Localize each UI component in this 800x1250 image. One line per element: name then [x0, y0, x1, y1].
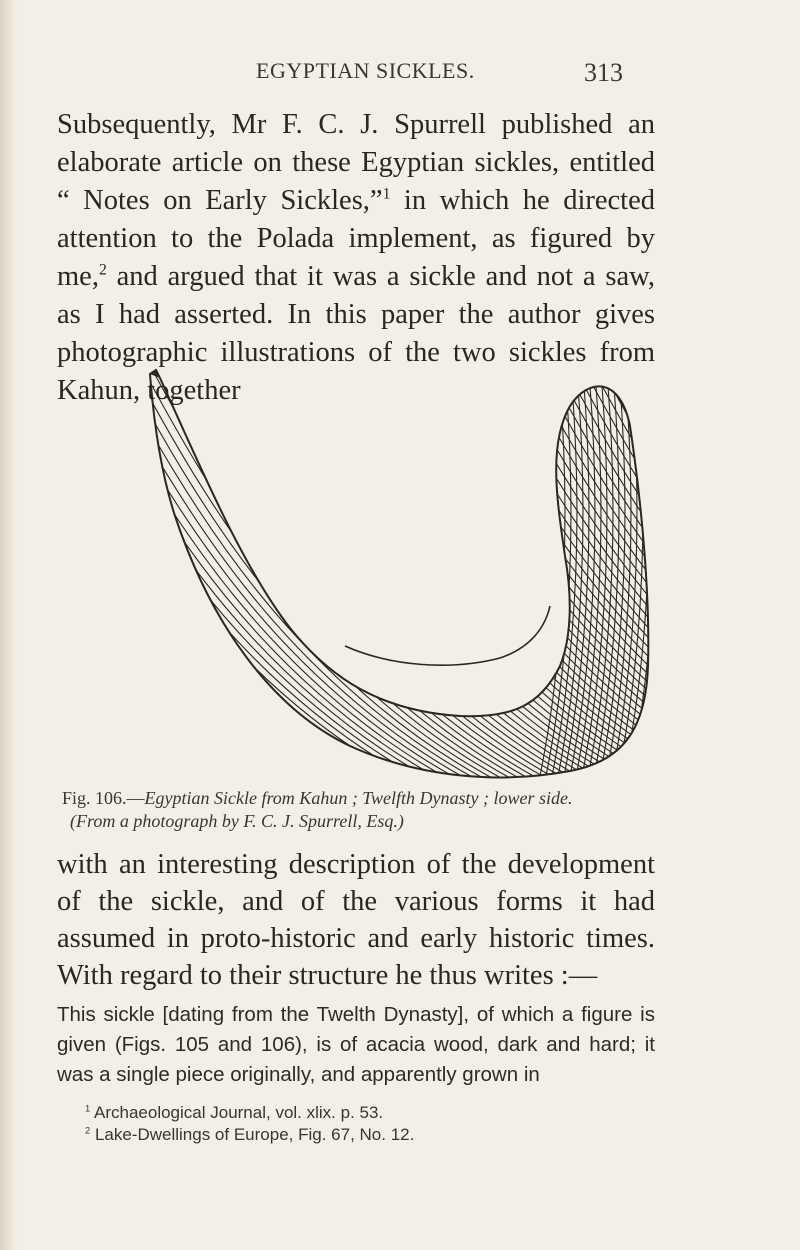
- sickle-hatching: [120, 366, 660, 786]
- footnote-ref-2: 2: [98, 261, 107, 279]
- footnote-ref-1: 1: [382, 185, 391, 203]
- figure-caption: [62, 787, 702, 833]
- paragraph-1-text-b: in which he directed attention to the Polada implement, as figured by me,: [57, 185, 655, 292]
- footnote-text: Archaeological Journal, vol. xlix. p. 53.: [94, 1103, 384, 1122]
- paragraph-2: with an interesting description of the development of the sickle, and of the various forms it had assumed in proto-historic and early historic times. With regard to their structure he thus writes :—: [57, 849, 655, 991]
- running-title: EGYPTIAN SICKLES.: [256, 58, 475, 83]
- caption-lead: Fig. 106.—: [62, 788, 145, 808]
- sickle-illustration: [120, 366, 660, 786]
- caption-title: Egyptian Sickle from Kahun ; Twelfth Dynasty ; lower side.: [144, 788, 573, 808]
- footnote-2: [57, 1124, 655, 1146]
- sickle-drawing: [120, 366, 660, 786]
- footnotes: [57, 1102, 655, 1146]
- running-head: [0, 58, 800, 88]
- paragraph-1-text-c: and argued that it was a sickle and not a saw, as I had asserted. In this paper the author gives photographic illustrations of the two sickles from Kahun, together: [57, 261, 655, 406]
- paragraph-1-text-a: Subsequently, Mr F. C. J. Spurrell published an elaborate article on these Egyptian sickles, entitled “ Notes on Early Sickles,”: [57, 109, 655, 216]
- page-gutter-shadow: [0, 0, 18, 1250]
- page-number: 313: [584, 58, 623, 87]
- paragraph-1: [57, 106, 655, 410]
- sickle-tip: [150, 370, 160, 378]
- caption-source: (From a photograph by F. C. J. Spurrell, Esq.): [70, 811, 404, 831]
- sickle-inner-edge: [345, 606, 550, 665]
- footnote-mark: 1: [85, 1103, 91, 1114]
- block-quote: This sickle [dating from the Twelth Dynasty], of which a figure is given (Figs. 105 and 106), is of acacia wood, dark and hard; it was a single piece originally, and apparently grown in: [57, 1003, 655, 1086]
- footnote-text: Lake-Dwellings of Europe, Fig. 67, No. 12.: [94, 1125, 415, 1144]
- footnote-1: [57, 1102, 655, 1124]
- footnote-mark: 2: [85, 1125, 91, 1136]
